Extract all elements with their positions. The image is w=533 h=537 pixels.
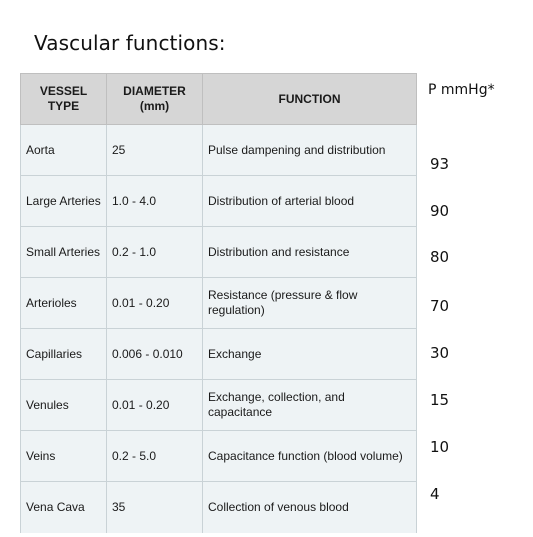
pressure-value: 30	[430, 344, 450, 362]
cell-vessel: Aorta	[21, 125, 107, 176]
cell-function: Exchange	[203, 329, 417, 380]
header-function: FUNCTION	[203, 74, 417, 125]
cell-vessel: Venules	[21, 380, 107, 431]
pressure-value: 70	[430, 297, 450, 315]
table-row	[21, 380, 417, 431]
cell-function: Resistance (pressure & flow regulation)	[203, 278, 417, 329]
table-row	[21, 482, 417, 533]
header-diameter: DIAMETER (mm)	[107, 74, 203, 125]
cell-function: Pulse dampening and distribution	[203, 125, 417, 176]
page-title: Vascular functions:	[34, 31, 226, 55]
pressure-value: 90	[430, 202, 450, 220]
cell-vessel: Arterioles	[21, 278, 107, 329]
pressure-value: 80	[430, 248, 450, 266]
cell-vessel: Vena Cava	[21, 482, 107, 533]
cell-function: Capacitance function (blood volume)	[203, 431, 417, 482]
cell-diameter: 0.006 - 0.010	[107, 329, 203, 380]
cell-function: Collection of venous blood	[203, 482, 417, 533]
pressure-value: 10	[430, 438, 450, 456]
cell-diameter: 0.2 - 5.0	[107, 431, 203, 482]
cell-diameter: 25	[107, 125, 203, 176]
cell-diameter: 35	[107, 482, 203, 533]
pressure-value: 15	[430, 391, 450, 409]
table-header-row	[21, 74, 417, 125]
table-row	[21, 278, 417, 329]
cell-diameter: 1.0 - 4.0	[107, 176, 203, 227]
cell-diameter: 0.2 - 1.0	[107, 227, 203, 278]
header-vessel-type: VESSEL TYPE	[21, 74, 107, 125]
pressure-header: P mmHg*	[428, 82, 495, 98]
table-row	[21, 431, 417, 482]
cell-function: Distribution and resistance	[203, 227, 417, 278]
table-row	[21, 227, 417, 278]
cell-function: Exchange, collection, and capacitance	[203, 380, 417, 431]
table-row	[21, 125, 417, 176]
cell-diameter: 0.01 - 0.20	[107, 278, 203, 329]
cell-vessel: Veins	[21, 431, 107, 482]
cell-vessel: Large Arteries	[21, 176, 107, 227]
table-row	[21, 329, 417, 380]
cell-function: Distribution of arterial blood	[203, 176, 417, 227]
cell-diameter: 0.01 - 0.20	[107, 380, 203, 431]
pressure-value: 93	[430, 155, 450, 173]
cell-vessel: Capillaries	[21, 329, 107, 380]
pressure-value: 4	[430, 485, 440, 503]
vessel-table	[20, 73, 417, 533]
cell-vessel: Small Arteries	[21, 227, 107, 278]
table-row	[21, 176, 417, 227]
